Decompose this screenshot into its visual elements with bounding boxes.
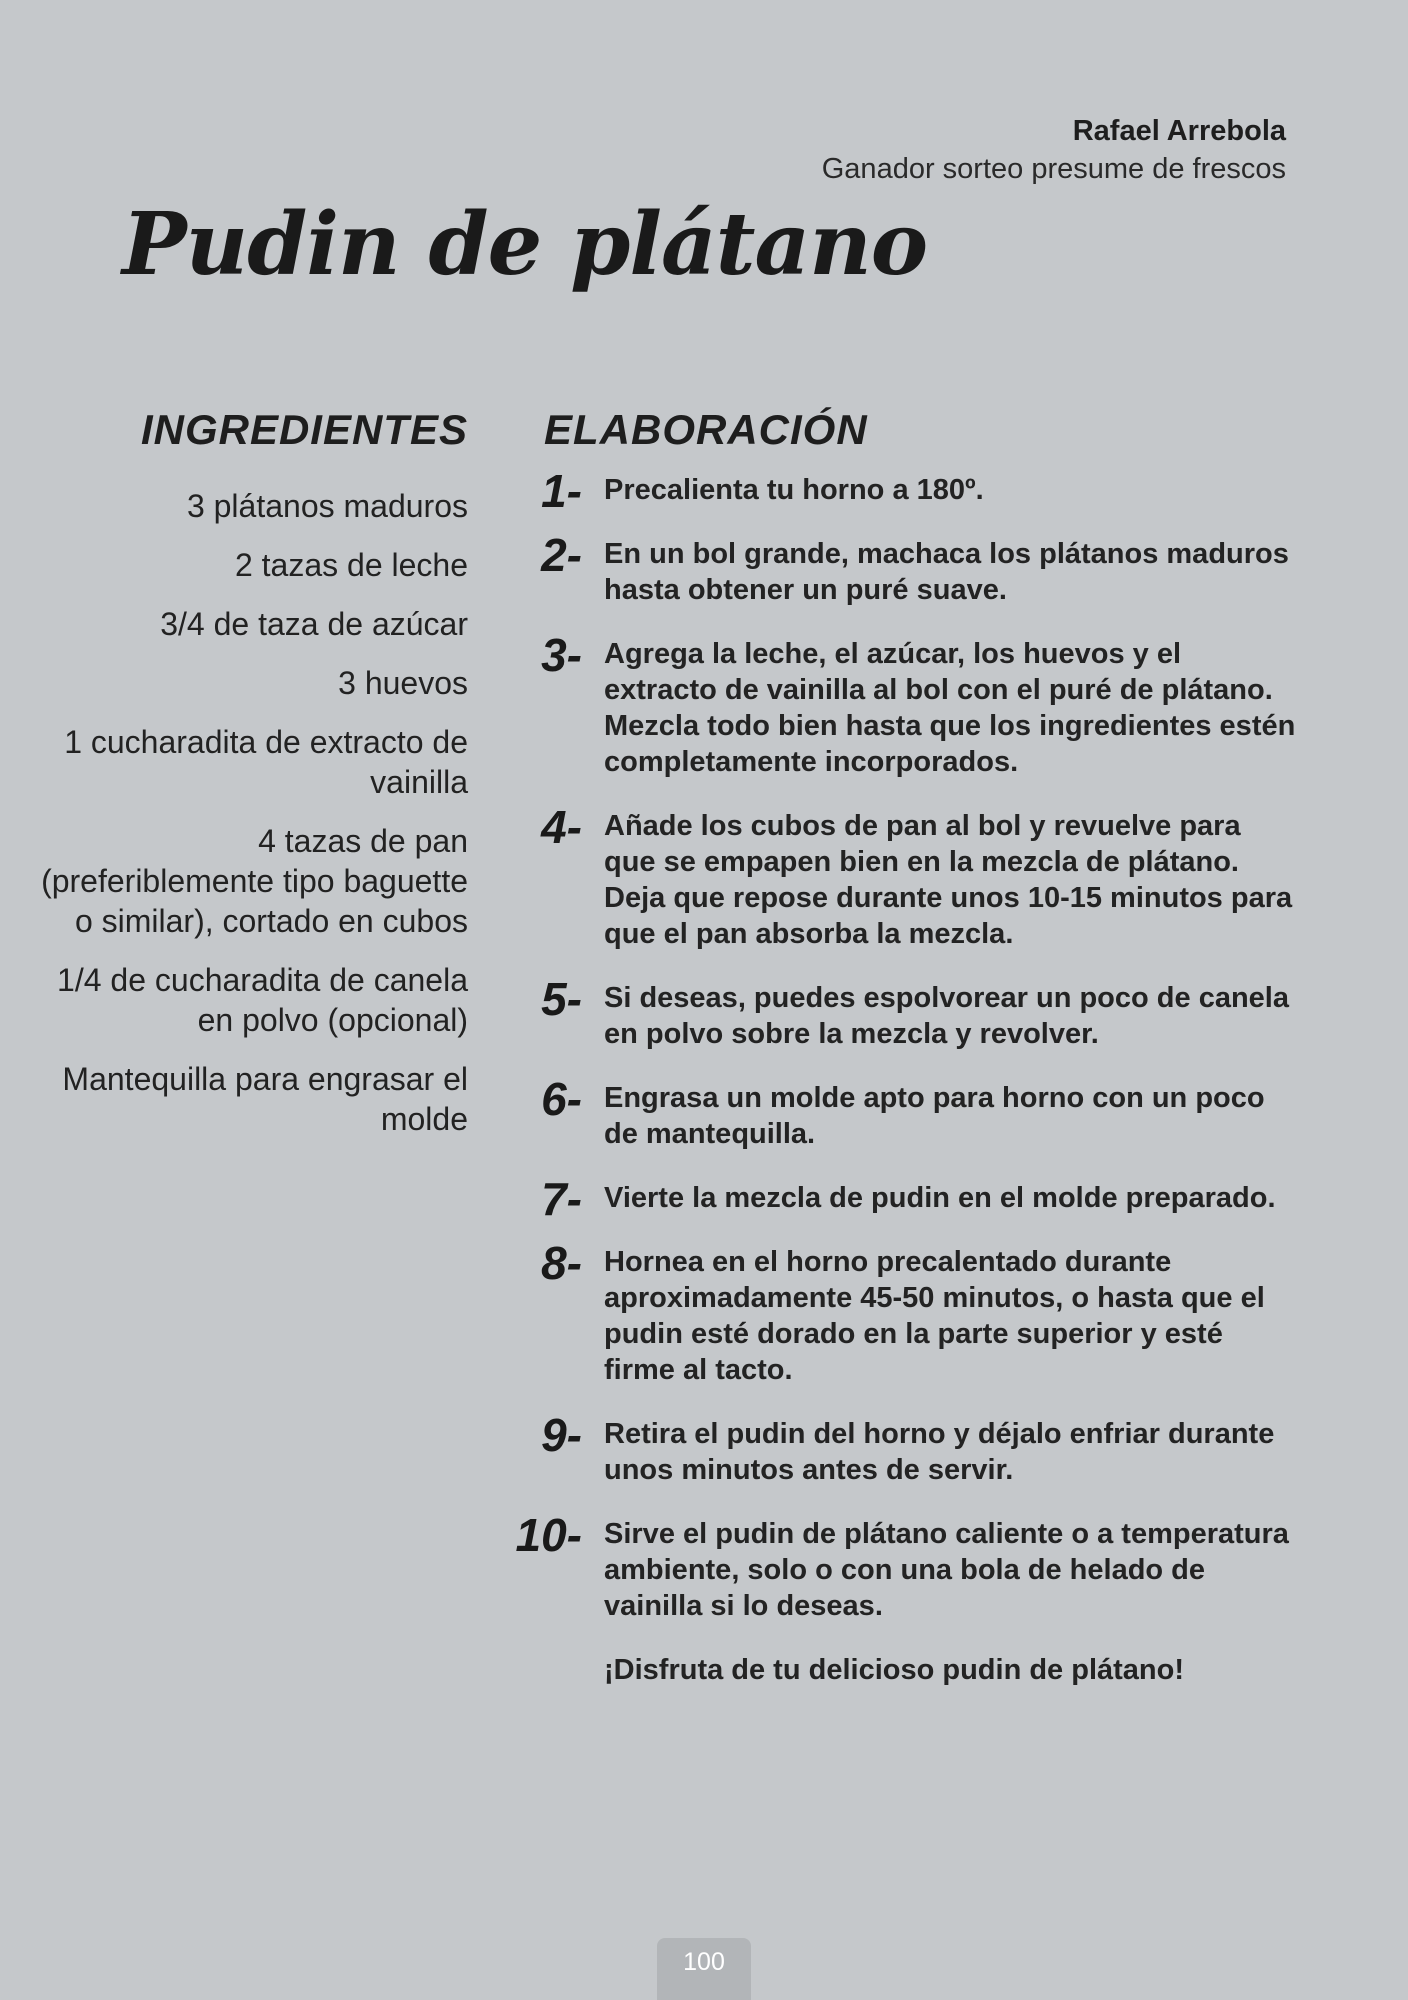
step-item bbox=[500, 1409, 1300, 1488]
step-text: Añade los cubos de pan al bol y revuelve para que se empapen bien en la mezcla de plátano. Deja que repose durante unos 10-15 minutos para que el pan absorba la mezcla. bbox=[604, 810, 1293, 950]
steps-list bbox=[500, 465, 1300, 1688]
step-item bbox=[500, 465, 1300, 517]
closing-text: ¡Disfruta de tu delicioso pudin de plátano! bbox=[604, 1654, 1185, 1686]
recipe-title: Pudin de plátano bbox=[122, 194, 928, 295]
step-item bbox=[500, 973, 1300, 1052]
step-item bbox=[500, 1173, 1300, 1225]
author-subtitle: Ganador sorteo presume de frescos bbox=[821, 153, 1286, 185]
ingredient-item: 4 tazas de pan (preferiblemente tipo baguette o similar), cortado en cubos bbox=[41, 823, 468, 939]
step-item bbox=[500, 801, 1300, 952]
step-item bbox=[500, 629, 1300, 780]
step-text: En un bol grande, machaca los plátanos maduros hasta obtener un puré suave. bbox=[604, 538, 1289, 606]
ingredients-heading: INGREDIENTES bbox=[140, 406, 468, 453]
step-number: 7- bbox=[541, 1173, 582, 1225]
step-item bbox=[500, 529, 1300, 608]
step-item bbox=[500, 1509, 1300, 1624]
step-text: Hornea en el horno precalentado durante aproximadamente 45-50 minutos, o hasta que el pudin esté dorado en la parte superior y esté firme al tacto. bbox=[604, 1246, 1265, 1386]
ingredient-item: 3/4 de taza de azúcar bbox=[160, 606, 468, 642]
step-number: 5- bbox=[541, 973, 582, 1025]
ingredient-item: 1 cucharadita de extracto de vainilla bbox=[64, 724, 468, 800]
step-number: 9- bbox=[541, 1409, 582, 1461]
step-number: 6- bbox=[541, 1073, 582, 1125]
step-text: Engrasa un molde apto para horno con un poco de mantequilla. bbox=[604, 1082, 1265, 1150]
ingredient-item: Mantequilla para engrasar el molde bbox=[62, 1061, 468, 1137]
step-number: 8- bbox=[541, 1237, 582, 1289]
ingredient-item: 1/4 de cucharadita de canela en polvo (opcional) bbox=[57, 962, 468, 1038]
step-text: Retira el pudin del horno y déjalo enfriar durante unos minutos antes de servir. bbox=[604, 1418, 1275, 1486]
step-item bbox=[500, 1237, 1300, 1388]
ingredient-item: 3 huevos bbox=[338, 665, 468, 701]
elaboration-heading: ELABORACIÓN bbox=[544, 406, 868, 453]
step-text: Agrega la leche, el azúcar, los huevos y el extracto de vainilla al bol con el puré de plátano. Mezcla todo bien hasta que los ingredientes estén completamente incorporados. bbox=[604, 638, 1296, 778]
step-item bbox=[500, 1073, 1300, 1152]
page-number: 100 bbox=[657, 1938, 751, 2000]
ingredients-list bbox=[28, 486, 468, 1158]
author-name: Rafael Arrebola bbox=[1072, 115, 1286, 147]
step-text: Precalienta tu horno a 180º. bbox=[604, 474, 984, 506]
author-block bbox=[822, 112, 1286, 188]
ingredient-item: 2 tazas de leche bbox=[234, 547, 468, 583]
ingredient-item: 3 plátanos maduros bbox=[186, 488, 468, 524]
step-text: Vierte la mezcla de pudin en el molde preparado. bbox=[604, 1182, 1276, 1214]
step-number: 1- bbox=[541, 465, 582, 517]
step-number: 2- bbox=[541, 529, 582, 581]
step-number: 3- bbox=[541, 629, 582, 681]
step-text: Si deseas, puedes espolvorear un poco de canela en polvo sobre la mezcla y revolver. bbox=[604, 982, 1289, 1050]
step-text: Sirve el pudin de plátano caliente o a temperatura ambiente, solo o con una bola de helado de vainilla si lo deseas. bbox=[604, 1518, 1289, 1622]
step-number: 4- bbox=[541, 801, 582, 853]
step-number: 10- bbox=[515, 1509, 582, 1561]
